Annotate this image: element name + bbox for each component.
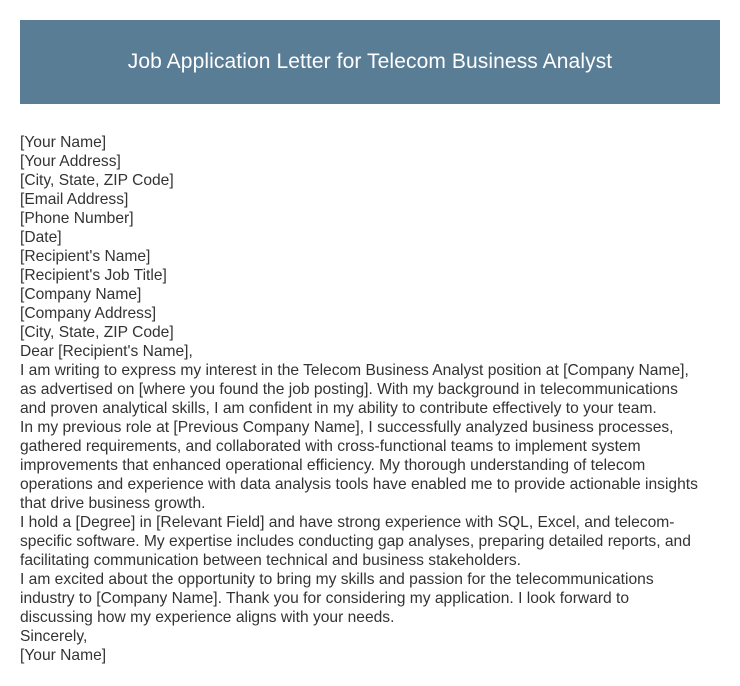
paragraph-line: I am excited about the opportunity to bring my skills and passion for the telecommunications <box>20 571 654 588</box>
closing: Sincerely, <box>20 628 88 645</box>
paragraph-line: specific software. My expertise includes conducting gap analyses, preparing detailed reports, and <box>20 533 691 550</box>
paragraph-line: discussing how my experience aligns with your needs. <box>20 609 395 626</box>
paragraph-line: improvements that enhanced operational efficiency. My thorough understanding of telecom <box>20 457 646 474</box>
paragraph-skills <box>20 513 720 570</box>
letter-date: [Date] <box>20 229 62 246</box>
paragraph-line: I am writing to express my interest in the Telecom Business Analyst position at [Company Name], <box>20 362 689 379</box>
recipient-city-state-zip: [City, State, ZIP Code] <box>20 324 174 341</box>
salutation: Dear [Recipient's Name], <box>20 343 193 360</box>
sender-address: [Your Address] <box>20 153 121 170</box>
letter-body <box>20 133 720 665</box>
title-banner <box>20 20 720 104</box>
paragraph-line: facilitating communication between technical and business stakeholders. <box>20 552 522 569</box>
sender-phone: [Phone Number] <box>20 210 134 227</box>
paragraph-line: gathered requirements, and collaborated with cross-functional teams to implement system <box>20 438 641 455</box>
sender-email: [Email Address] <box>20 191 129 208</box>
paragraph-line: industry to [Company Name]. Thank you for considering my application. I look forward to <box>20 590 630 607</box>
signature: [Your Name] <box>20 647 107 664</box>
paragraph-experience <box>20 418 720 513</box>
paragraph-intro <box>20 361 720 418</box>
recipient-block <box>20 247 720 342</box>
sender-block <box>20 133 720 247</box>
recipient-job-title: [Recipient's Job Title] <box>20 267 167 284</box>
recipient-company-address: [Company Address] <box>20 305 157 322</box>
recipient-company: [Company Name] <box>20 286 142 303</box>
paragraph-line: that drive business growth. <box>20 495 206 512</box>
paragraph-line: and proven analytical skills, I am confident in my ability to contribute effectively to your team. <box>20 400 657 417</box>
paragraph-closing <box>20 570 720 627</box>
paragraph-line: In my previous role at [Previous Company Name], I successfully analyzed business processes, <box>20 419 674 436</box>
recipient-name: [Recipient's Name] <box>20 248 151 265</box>
paragraph-line: I hold a [Degree] in [Relevant Field] and have strong experience with SQL, Excel, and telecom- <box>20 514 675 531</box>
page-title: Job Application Letter for Telecom Business Analyst <box>127 50 613 73</box>
paragraph-line: operations and experience with data analysis tools have enabled me to provide actionable insights <box>20 476 698 493</box>
sender-name: [Your Name] <box>20 134 107 151</box>
paragraph-line: as advertised on [where you found the job posting]. With my background in telecommunications <box>20 381 678 398</box>
sender-city-state-zip: [City, State, ZIP Code] <box>20 172 174 189</box>
